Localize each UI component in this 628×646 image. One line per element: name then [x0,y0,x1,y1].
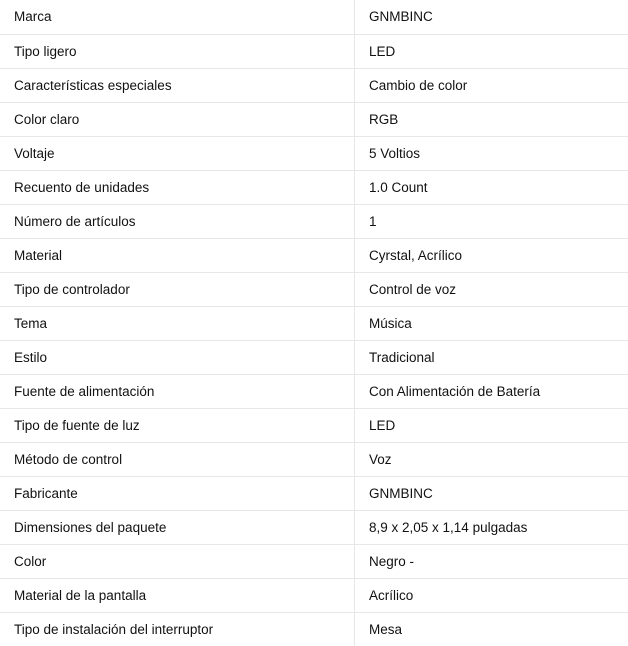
spec-label: Características especiales [0,68,355,102]
table-row [0,272,628,306]
spec-label: Fabricante [0,476,355,510]
spec-label: Tema [0,306,355,340]
spec-value: Música [355,306,628,340]
spec-value: Acrílico [355,578,628,612]
spec-label: Material de la pantalla [0,578,355,612]
spec-label: Tipo de fuente de luz [0,408,355,442]
spec-value: RGB [355,102,628,136]
table-row [0,442,628,476]
spec-label: Estilo [0,340,355,374]
table-row [0,544,628,578]
table-row [0,510,628,544]
spec-value: GNMBINC [355,0,628,34]
spec-label: Fuente de alimentación [0,374,355,408]
spec-label: Recuento de unidades [0,170,355,204]
table-row [0,374,628,408]
spec-value: 1.0 Count [355,170,628,204]
spec-value: Mesa [355,612,628,646]
table-row [0,34,628,68]
spec-value: LED [355,408,628,442]
table-row [0,136,628,170]
spec-value: Con Alimentación de Batería [355,374,628,408]
spec-value: 8,9 x 2,05 x 1,14 pulgadas [355,510,628,544]
spec-label: Voltaje [0,136,355,170]
spec-value: Negro - [355,544,628,578]
spec-value: GNMBINC [355,476,628,510]
spec-label: Número de artículos [0,204,355,238]
table-row [0,408,628,442]
table-row [0,204,628,238]
spec-label: Tipo de controlador [0,272,355,306]
spec-value: LED [355,34,628,68]
table-row [0,578,628,612]
spec-label: Tipo de instalación del interruptor [0,612,355,646]
table-row [0,238,628,272]
spec-value: Voz [355,442,628,476]
spec-value: Control de voz [355,272,628,306]
spec-value: 5 Voltios [355,136,628,170]
spec-label: Tipo ligero [0,34,355,68]
table-row [0,68,628,102]
spec-label: Color claro [0,102,355,136]
table-row [0,612,628,646]
spec-label: Material [0,238,355,272]
table-row [0,476,628,510]
spec-value: Cambio de color [355,68,628,102]
table-row [0,306,628,340]
table-row [0,0,628,34]
spec-value: 1 [355,204,628,238]
table-row [0,102,628,136]
spec-label: Método de control [0,442,355,476]
spec-label: Marca [0,0,355,34]
table-row [0,340,628,374]
table-row [0,170,628,204]
spec-value: Cyrstal, Acrílico [355,238,628,272]
spec-value: Tradicional [355,340,628,374]
spec-label: Dimensiones del paquete [0,510,355,544]
spec-label: Color [0,544,355,578]
